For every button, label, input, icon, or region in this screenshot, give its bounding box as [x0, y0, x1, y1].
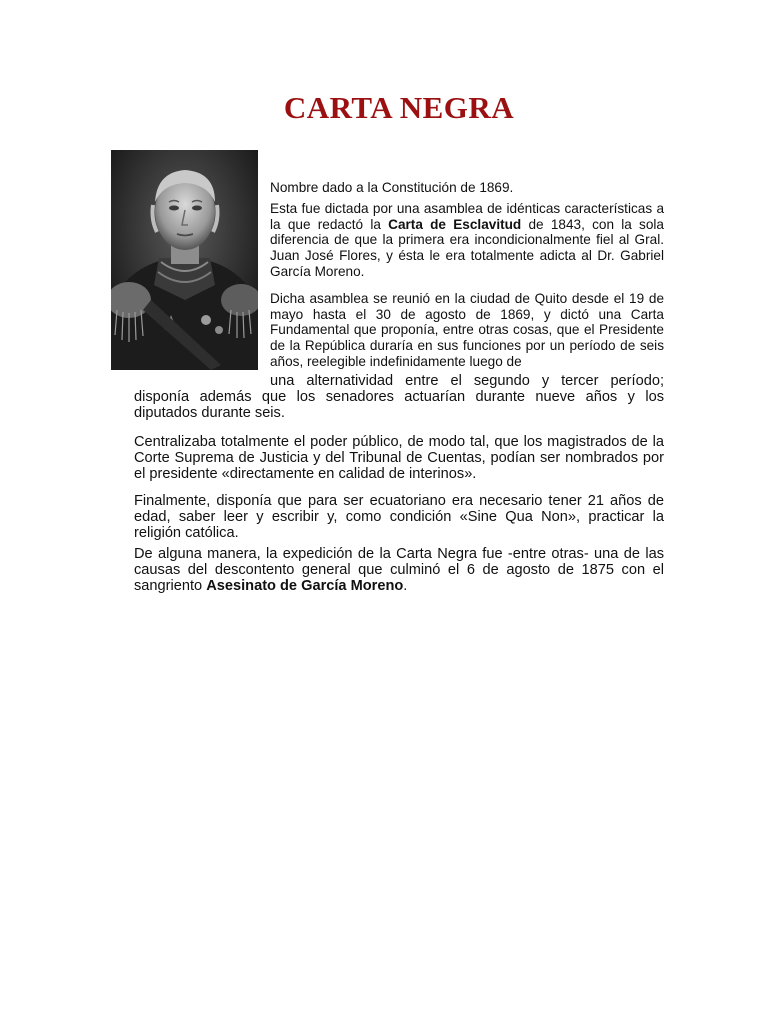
carta-de-esclavitud-bold: Carta de Esclavitud: [388, 216, 522, 232]
portrait-photo-icon: [111, 150, 258, 370]
paragraph-conclusion-text-1: De alguna manera, la expedición de la Carta Negra fue -entre otras- una de las causas del descontento general que culminó el 6 de agosto de 1875 con el sangriento: [134, 546, 664, 595]
paragraph-assembly: [270, 201, 664, 280]
paragraph-conclusion: [134, 546, 664, 595]
paragraph-intro: Nombre dado a la Constitución de 1869.: [270, 180, 514, 195]
paragraph-assembly-text-1: Esta fue dictada por una asamblea de idénticas características a la que redactó la: [270, 201, 664, 232]
paragraph-assembly-text-2: de 1843, con la sola diferencia de que la primera era incondicionalmente fiel al Gral. Juan José Flores, y ésta le era totalmente adicta al Dr. Gabriel García Moreno.: [270, 216, 664, 279]
paragraph-centralization: Centralizaba totalmente el poder público, de modo tal, que los magistrados de la Corte Suprema de Justicia y del Tribunal de Cuentas, podían ser nombrados por el presidente «directamente en calidad de interinos».: [134, 434, 664, 483]
paragraph-quito-session-continued: una alternatividad entre el segundo y tercer período; disponía además que los senadores actuarían durante nueve años y los diputados durante seis.: [134, 373, 664, 422]
paragraph-quito-session: Dicha asamblea se reunió en la ciudad de Quito desde el 19 de mayo hasta el 30 de agosto de 1869, y dictó una Carta Fundamental que proponía, entre otras cosas, que el Presidente de la República duraría en sus funciones por un período de seis años, reelegible indefinidamente luego de: [270, 291, 664, 369]
paragraph-conclusion-text-2: .: [403, 578, 408, 595]
page-title: CARTA NEGRA: [283, 90, 515, 125]
paragraph-citizenship: Finalmente, disponía que para ser ecuatoriano era necesario tener 21 años de edad, saber leer y escribir y, como condición «Sine Qua Non», practicar la religión católica.: [134, 493, 664, 542]
asesinato-garcia-moreno-bold: Asesinato de García Moreno: [206, 578, 404, 595]
